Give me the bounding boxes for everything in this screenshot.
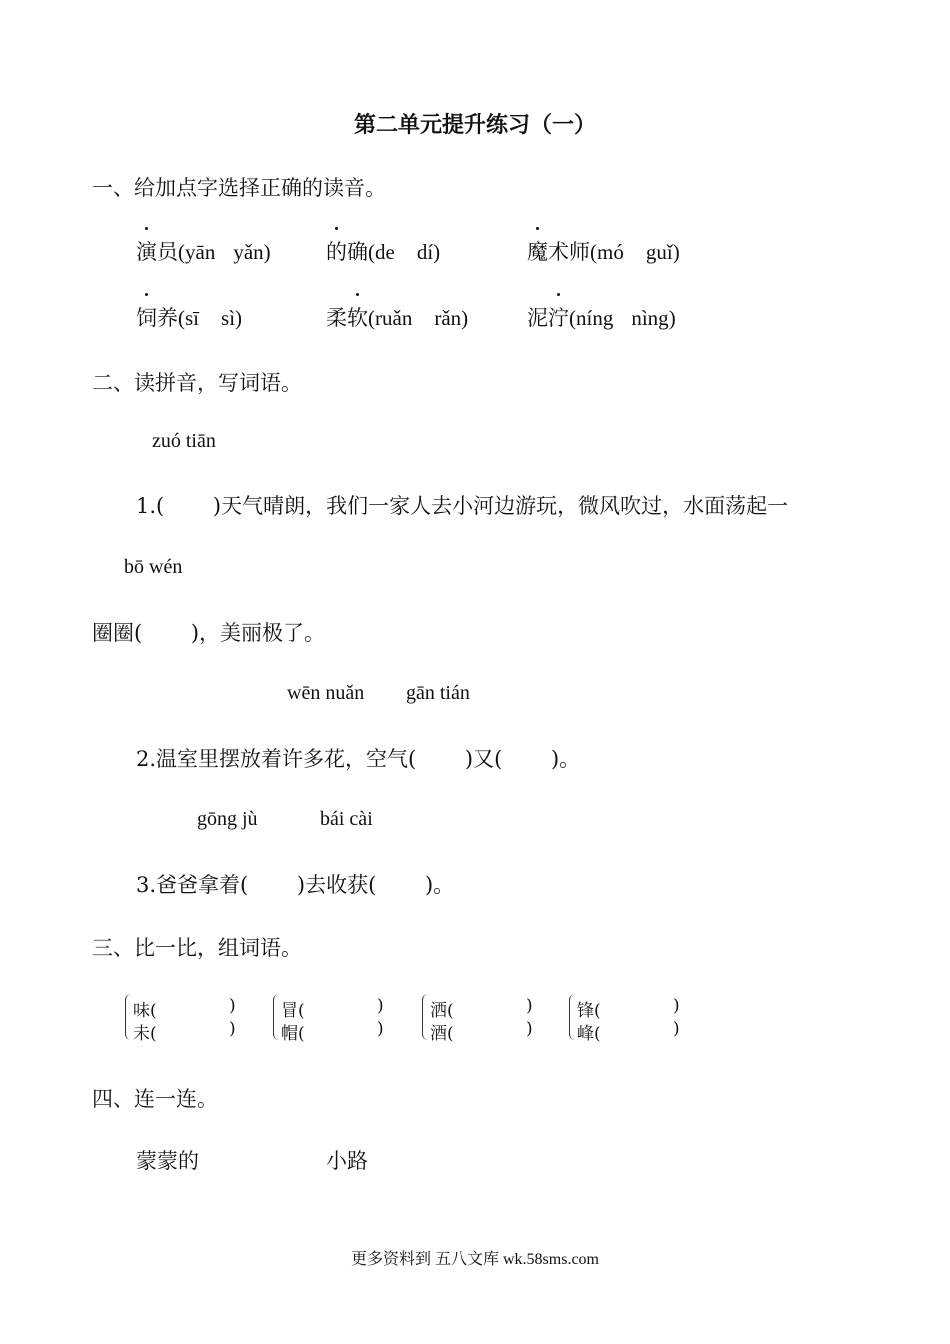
section2-heading: 二、读拼音，写词语。 bbox=[92, 371, 302, 395]
compare-group: 锋( ) 峰( ) bbox=[569, 992, 679, 1044]
dotted-char: 饲 bbox=[136, 302, 157, 332]
section3-heading: 三、比一比，组词语。 bbox=[92, 936, 302, 960]
dotted-char: 的 bbox=[326, 236, 347, 266]
page-title: 第二单元提升练习（一） bbox=[353, 112, 596, 138]
question-line: 圈圈( )，美丽极了。 bbox=[92, 621, 326, 645]
pinyin-item: 魔术师(mó guǐ) bbox=[527, 236, 680, 266]
question-line: 2.温室里摆放着许多花，空气( )又( )。 bbox=[136, 747, 581, 771]
compare-group: 洒( ) 酒( ) bbox=[422, 992, 532, 1044]
dotted-char: 魔 bbox=[527, 236, 548, 266]
footer-text: 更多资料到 五八文库 wk.58sms.com bbox=[350, 1251, 599, 1268]
compare-group: 味( ) 未( ) bbox=[125, 992, 235, 1044]
pinyin-hint: bái cài bbox=[320, 808, 373, 830]
dotted-char: 泞 bbox=[548, 302, 569, 332]
pinyin-hint: wēn nuǎn bbox=[287, 682, 365, 704]
pinyin-item: 的确(de dí) bbox=[326, 236, 440, 266]
brace-icon bbox=[125, 994, 132, 1040]
pinyin-hint: gān tián bbox=[406, 682, 470, 704]
section1-heading: 一、给加点字选择正确的读音。 bbox=[92, 176, 386, 200]
pinyin-item: 柔软(ruǎn rǎn) bbox=[326, 302, 468, 332]
match-left-item: 蒙蒙的 bbox=[136, 1149, 199, 1173]
compare-group: 冒( ) 帽( ) bbox=[273, 992, 383, 1044]
brace-icon bbox=[422, 994, 429, 1040]
pinyin-hint: zuó tiān bbox=[152, 430, 216, 452]
pinyin-item: 饲养(sī sì) bbox=[136, 302, 242, 332]
question-line: 3.爸爸拿着( )去收获( )。 bbox=[136, 873, 455, 897]
section4-heading: 四、连一连。 bbox=[92, 1087, 218, 1111]
brace-icon bbox=[273, 994, 280, 1040]
pinyin-item: 泥泞(níng nìng) bbox=[527, 302, 676, 332]
dotted-char: 演 bbox=[136, 236, 157, 266]
pinyin-hint: gōng jù bbox=[197, 808, 258, 830]
match-right-item: 小路 bbox=[326, 1149, 368, 1173]
pinyin-item: 演员(yān yǎn) bbox=[136, 236, 271, 266]
pinyin-hint: bō wén bbox=[124, 556, 183, 578]
dotted-char: 软 bbox=[347, 302, 368, 332]
question-line: 1.( )天气晴朗，我们一家人去小河边游玩，微风吹过，水面荡起一 bbox=[136, 494, 789, 518]
brace-icon bbox=[569, 994, 576, 1040]
